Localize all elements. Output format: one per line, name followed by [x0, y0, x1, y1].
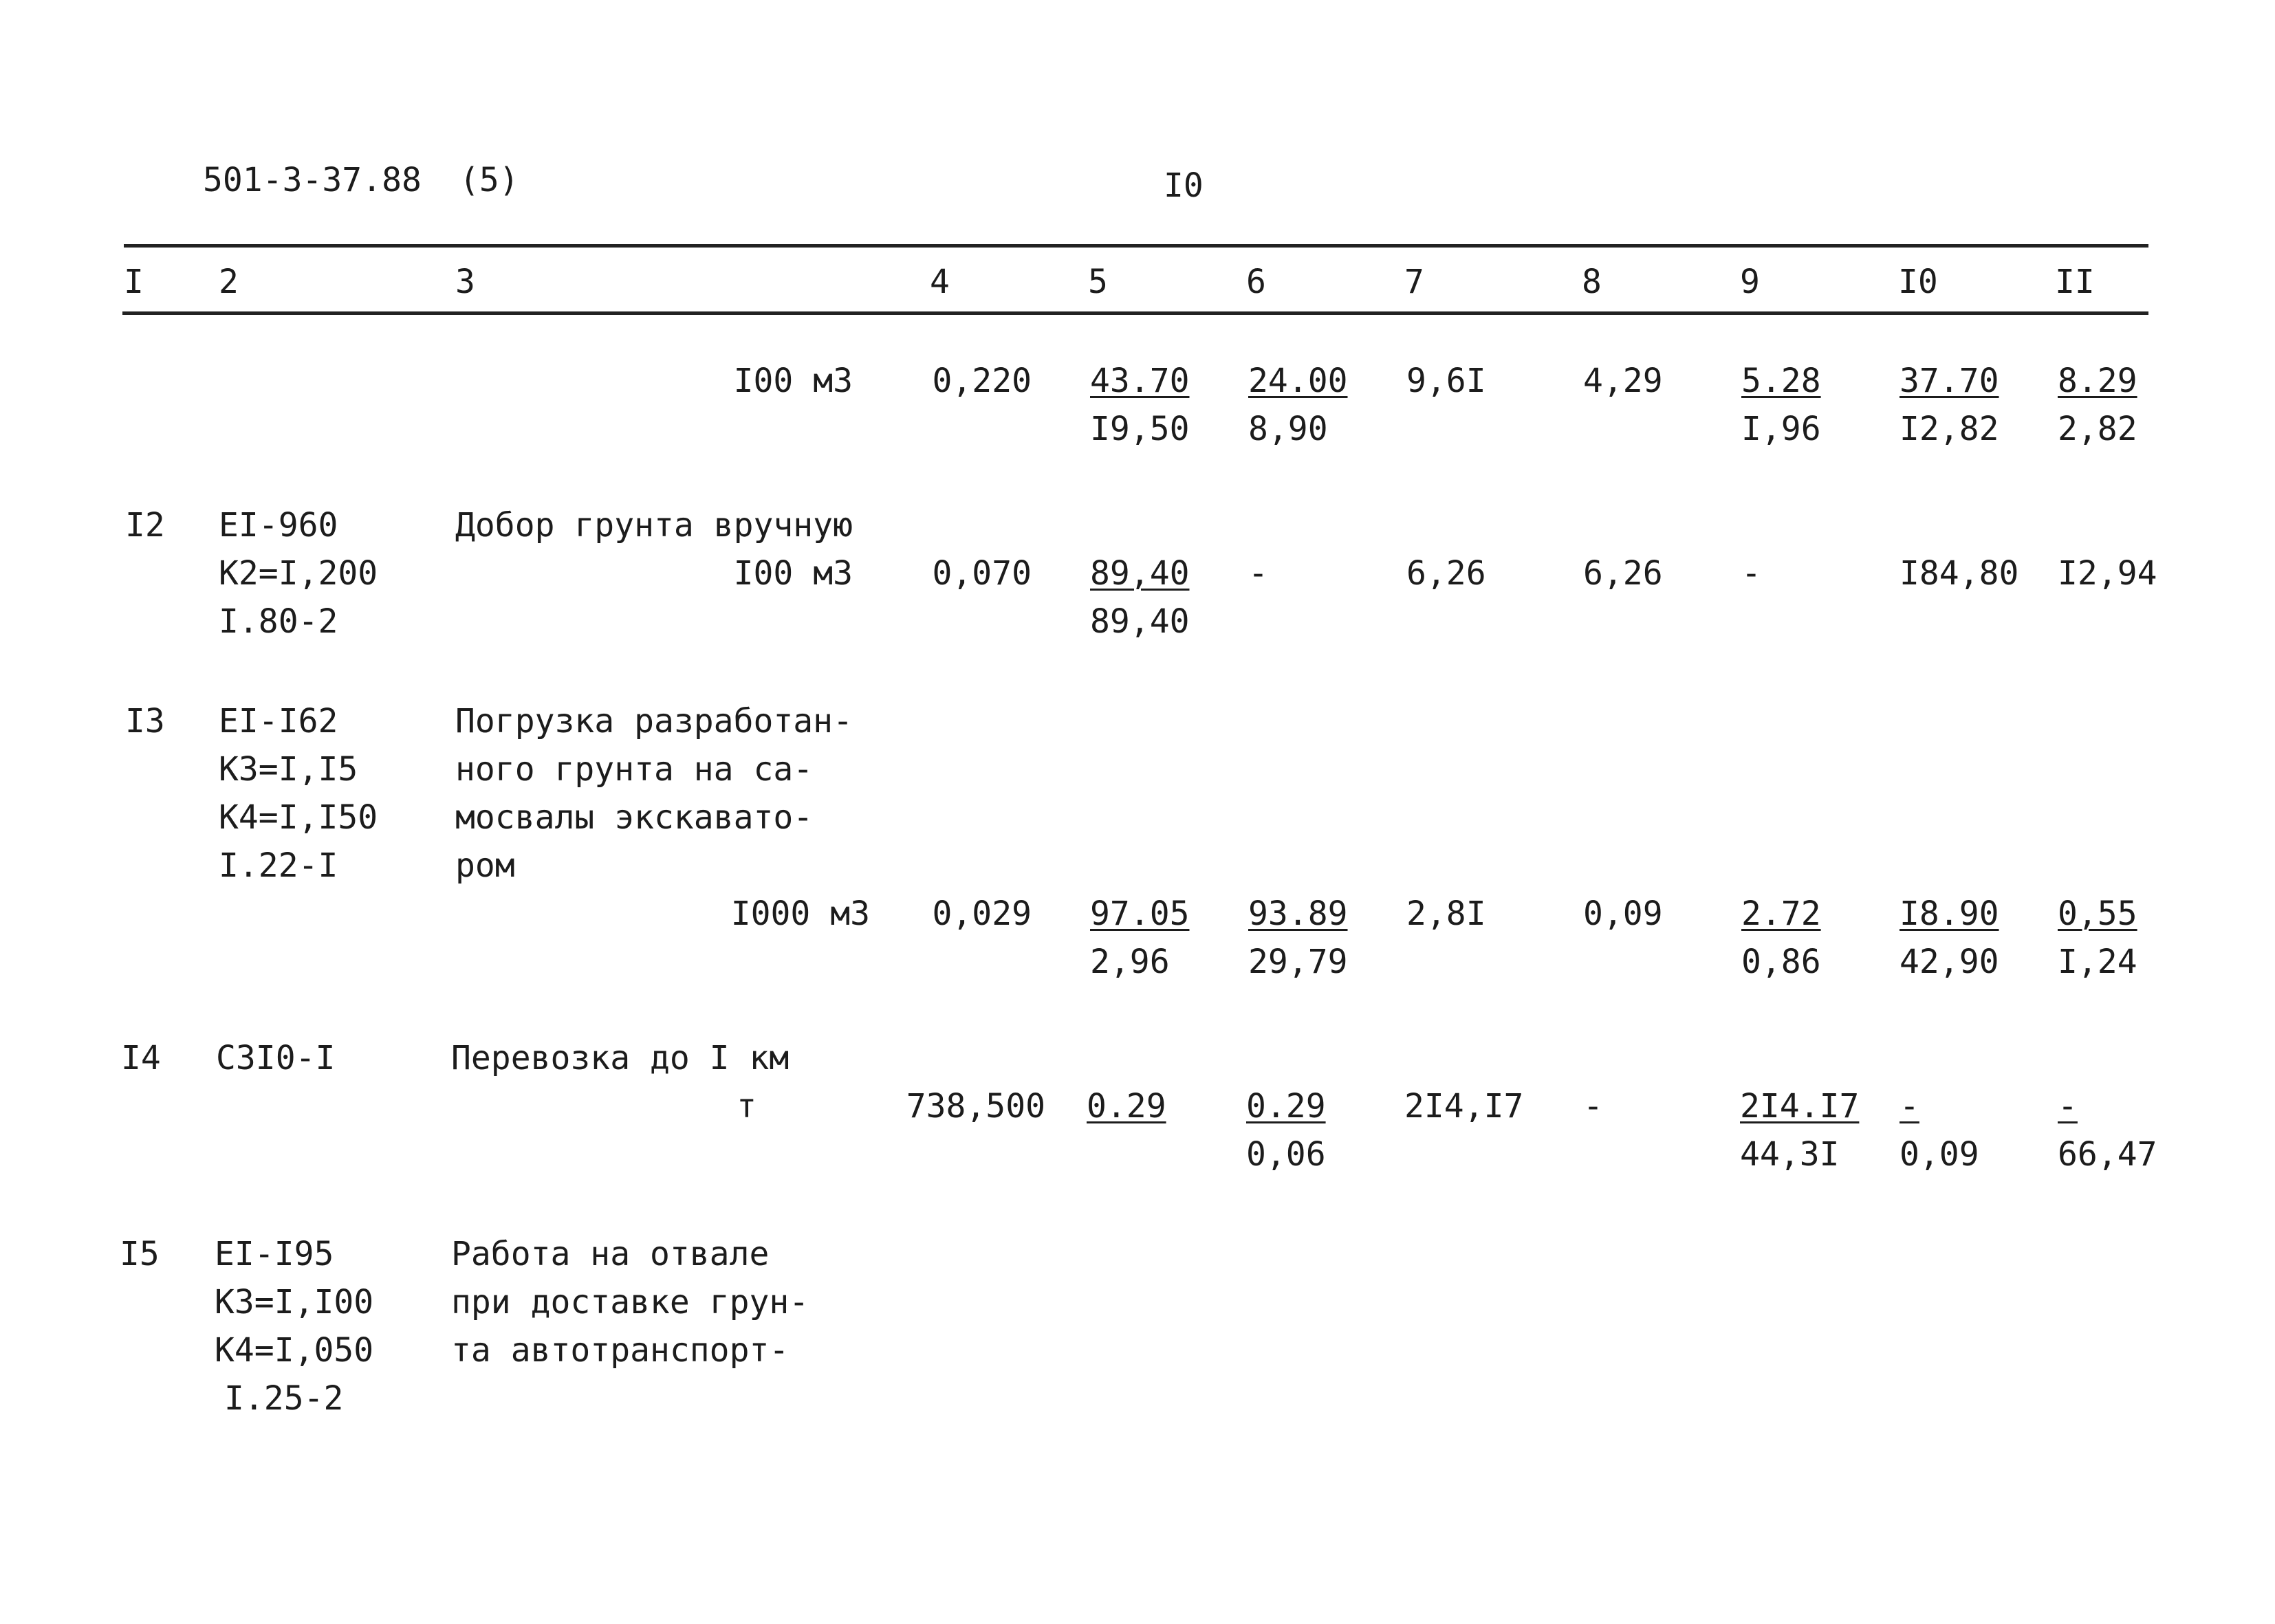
column-header: 4: [930, 263, 950, 301]
col7-cell: 9,6I: [1406, 362, 1486, 400]
col8-cell: 6,26: [1583, 554, 1663, 593]
col6-top: 24.00: [1248, 362, 1348, 400]
code-line: K3=I,I5: [219, 750, 358, 789]
col8-cell: 4,29: [1583, 362, 1663, 400]
code-line: I.25-2: [224, 1379, 344, 1418]
code-line: I.80-2: [219, 602, 338, 641]
code-line: K3=I,I00: [215, 1283, 374, 1321]
col6-top: 93.89: [1248, 895, 1348, 933]
col10-cell: I84,80: [1900, 554, 2019, 593]
col10-top: I8.90: [1900, 895, 1999, 933]
description-line: Добор грунта вручную: [455, 506, 853, 545]
sheet-number: (5): [459, 161, 519, 199]
col9-top: 2I4.I7: [1740, 1087, 1860, 1126]
column-header: 6: [1246, 263, 1266, 301]
col8-cell: -: [1583, 1087, 1603, 1126]
col6-bottom: 0,06: [1246, 1135, 1326, 1174]
quantity-cell: 738,500: [906, 1087, 1045, 1126]
unit-cell: I00 м3: [733, 554, 853, 593]
description-line: ного грунта на са-: [455, 750, 814, 789]
col8-cell: 0,09: [1583, 895, 1663, 933]
code-line: EI-960: [219, 506, 338, 545]
col9-bottom: I,96: [1741, 410, 1821, 448]
col7-cell: 2,8I: [1406, 895, 1486, 933]
col10-top: 37.70: [1900, 362, 1999, 400]
column-header: 5: [1088, 263, 1108, 301]
col6-cell: -: [1248, 554, 1268, 593]
col5-bottom: 2,96: [1090, 943, 1170, 981]
code-line: K4=I,050: [215, 1331, 374, 1370]
col5-top: 43.70: [1090, 362, 1190, 400]
unit-cell: I00 м3: [733, 362, 853, 400]
col5-top: 0.29: [1087, 1087, 1166, 1126]
col9-top: 5.28: [1741, 362, 1821, 400]
code-line: K2=I,200: [219, 554, 378, 593]
unit-cell: т: [737, 1087, 756, 1126]
col9-bottom: 44,3I: [1740, 1135, 1840, 1174]
column-header: 3: [455, 263, 475, 301]
code-line: C3I0-I: [216, 1039, 336, 1077]
column-header: 8: [1582, 263, 1602, 301]
col10-bottom: 42,90: [1900, 943, 1999, 981]
col6-bottom: 8,90: [1248, 410, 1328, 448]
description-line: Погрузка разработан-: [455, 702, 853, 740]
unit-cell: I000 м3: [730, 895, 870, 933]
code-line: I.22-I: [219, 846, 338, 885]
description-line: Перевозка до I км: [451, 1039, 790, 1077]
code-line: EI-I95: [215, 1235, 334, 1273]
col7-cell: 6,26: [1406, 554, 1486, 593]
col11-top: -: [2058, 1087, 2078, 1126]
col10-bottom: 0,09: [1900, 1135, 1979, 1174]
quantity-cell: 0,070: [932, 554, 1032, 593]
page-number: I0: [1164, 166, 1204, 205]
table-header-rule: [122, 311, 2148, 315]
column-header: 2: [219, 263, 239, 301]
description-line: та автотранспорт-: [451, 1331, 790, 1370]
column-header: 9: [1740, 263, 1760, 301]
description-line: Работа на отвале: [451, 1235, 770, 1273]
col5-top: 97.05: [1090, 895, 1190, 933]
col11-bottom: 2,82: [2058, 410, 2137, 448]
row-number: I3: [125, 702, 165, 740]
col7-cell: 2I4,I7: [1404, 1087, 1524, 1126]
col11-cell: I2,94: [2058, 554, 2157, 593]
code-line: K4=I,I50: [219, 798, 378, 837]
col10-top: -: [1900, 1087, 1919, 1126]
col9-top: 2.72: [1741, 895, 1821, 933]
description-line: ром: [455, 846, 515, 885]
column-header: I0: [1898, 263, 1938, 301]
code-line: EI-I62: [219, 702, 338, 740]
table-top-rule: [124, 244, 2148, 248]
description-line: при доставке грун-: [451, 1283, 809, 1321]
col11-top: 8.29: [2058, 362, 2137, 400]
column-header: II: [2055, 263, 2095, 301]
quantity-cell: 0,029: [932, 895, 1032, 933]
quantity-cell: 0,220: [932, 362, 1032, 400]
col5-top: 89,40: [1090, 554, 1190, 593]
document-code: 501-3-37.88: [203, 161, 422, 199]
col11-bottom: I,24: [2058, 943, 2137, 981]
row-number: I4: [121, 1039, 161, 1077]
col11-bottom: 66,47: [2058, 1135, 2157, 1174]
col5-bottom: 89,40: [1090, 602, 1190, 641]
col5-bottom: I9,50: [1090, 410, 1190, 448]
row-number: I5: [120, 1235, 160, 1273]
col6-bottom: 29,79: [1248, 943, 1348, 981]
row-number: I2: [125, 506, 165, 545]
column-header: 7: [1404, 263, 1424, 301]
col6-top: 0.29: [1246, 1087, 1326, 1126]
col10-bottom: I2,82: [1900, 410, 1999, 448]
column-header: I: [124, 263, 144, 301]
col9-cell: -: [1741, 554, 1761, 593]
col11-top: 0,55: [2058, 895, 2137, 933]
col9-bottom: 0,86: [1741, 943, 1821, 981]
description-line: мосвалы экскавато-: [455, 798, 814, 837]
